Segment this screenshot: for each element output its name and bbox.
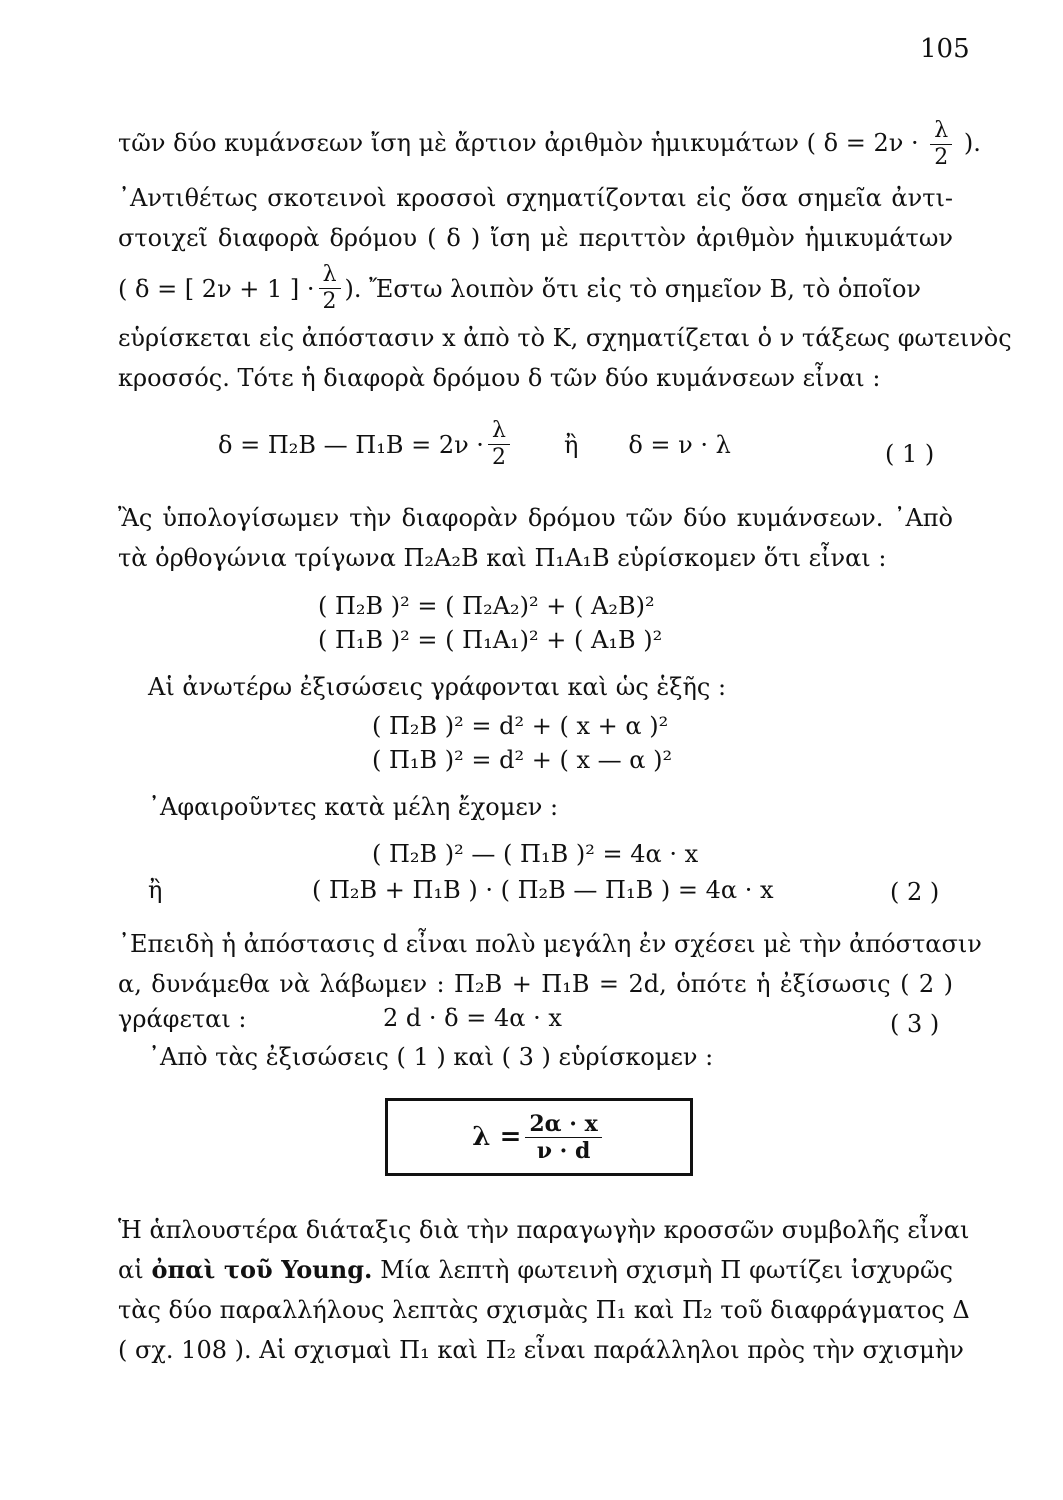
para8-line2-end: Μία λεπτὴ φωτεινὴ σχισμὴ Π φωτίζει ἰσχυρῶς bbox=[380, 1256, 953, 1284]
boxed-fraction bbox=[525, 1111, 601, 1164]
eq1-left: δ = Π₂Β — Π₁Β = 2ν · bbox=[218, 430, 484, 459]
para3-line2: τὰ ὀρθογώνια τρίγωνα Π₂Α₂Β καὶ Π₁Α₁Β εὑρίσκομεν ὅτι εἶναι : bbox=[118, 544, 887, 572]
para6-line3-label: γράφεται : bbox=[118, 1005, 247, 1033]
equation-1 bbox=[218, 418, 731, 471]
fraction-denominator: 2 bbox=[491, 445, 506, 470]
para2-line5: κροσσός. Τότε ἡ διαφορὰ δρόμου δ τῶν δύο κυμάνσεων εἶναι : bbox=[118, 364, 881, 392]
eq1-or: ἢ bbox=[563, 430, 579, 459]
eq1-right: δ = ν · λ bbox=[628, 430, 731, 459]
para4: Αἱ ἀνωτέρω ἐξισώσεις γράφονται καὶ ὡς ἑξῆς : bbox=[148, 673, 727, 701]
equation-2-number: ( 2 ) bbox=[890, 878, 940, 906]
fraction-lambda-over-2 bbox=[319, 262, 341, 315]
para7: ᾿Απὸ τὰς ἐξισώσεις ( 1 ) καὶ ( 3 ) εὑρίσκομεν : bbox=[148, 1043, 714, 1071]
para8-line3: τὰς δύο παραλλήλους λεπτὰς σχισμὰς Π₁ καὶ Π₂ τοῦ διαφράγματος Δ bbox=[118, 1296, 970, 1324]
para5: ᾿Αφαιροῦντες κατὰ μέλη ἔχομεν : bbox=[148, 793, 559, 821]
para1-end: ). bbox=[963, 129, 981, 157]
equation-1-number: ( 1 ) bbox=[885, 440, 935, 468]
boxed-numerator: 2α · x bbox=[525, 1111, 601, 1138]
para8-line2-start: αἱ bbox=[118, 1256, 144, 1284]
paragraph-6 bbox=[118, 924, 982, 1004]
paragraph-8 bbox=[118, 1210, 970, 1370]
page-number: 105 bbox=[920, 34, 970, 64]
paragraph-3 bbox=[118, 498, 953, 578]
equation-3-line1: ( Π₂Β )² = d² + ( x + α )² bbox=[372, 712, 669, 740]
equation-4-line1: ( Π₂Β )² — ( Π₁Β )² = 4α · x bbox=[372, 840, 699, 868]
para8-young-holes: ὀπαὶ τοῦ Young. bbox=[151, 1255, 373, 1284]
fraction-numerator: λ bbox=[930, 118, 952, 145]
para2-line3 bbox=[118, 262, 953, 315]
equation-2-line2: ( Π₁Β )² = ( Π₁Α₁)² + ( Α₁Β )² bbox=[318, 626, 663, 654]
boxed-formula bbox=[385, 1098, 693, 1176]
para6-line2: α, δυνάμεθα νὰ λάβωμεν : Π₂Β + Π₁Β = 2d, ὁπότε ἡ ἐξίσωσις ( 2 ) bbox=[118, 970, 953, 998]
fraction-denominator: 2 bbox=[934, 145, 949, 170]
para2-line2: στοιχεῖ διαφορὰ δρόμου ( δ ) ἴση μὲ περιττὸν ἀριθμὸν ἡμικυμάτων bbox=[118, 224, 953, 252]
fraction-lambda-over-2 bbox=[930, 118, 952, 171]
para1-text: τῶν δύο κυμάνσεων ἴση μὲ ἄρτιον ἀριθμὸν ἡμικυμάτων ( δ = 2ν · bbox=[118, 129, 919, 157]
equation-3: 2 d · δ = 4α · x bbox=[383, 1004, 562, 1032]
paragraph-2 bbox=[118, 178, 953, 258]
para2-line1: ᾿Αντιθέτως σκοτεινοὶ κροσσοὶ σχηματίζονται εἰς ὅσα σημεῖα ἀντι- bbox=[118, 184, 953, 212]
para8-line4: ( σχ. 108 ). Αἱ σχισμαὶ Π₁ καὶ Π₂ εἶναι παράλληλοι πρὸς τὴν σχισμὴν bbox=[118, 1336, 964, 1364]
boxed-denominator: ν · d bbox=[536, 1137, 591, 1164]
equation-3-line2: ( Π₁Β )² = d² + ( x — α )² bbox=[372, 746, 673, 774]
para2-line4: εὑρίσκεται εἰς ἀπόστασιν x ἀπὸ τὸ Κ, σχηματίζεται ὁ ν τάξεως φωτεινὸς bbox=[118, 324, 1012, 352]
para3-line1: Ἂς ὑπολογίσωμεν τὴν διαφορὰν δρόμου τῶν δύο κυμάνσεων. ᾿Απὸ bbox=[118, 504, 953, 532]
fraction-lambda-over-2 bbox=[488, 418, 510, 471]
paragraph-2-cont bbox=[118, 318, 1012, 398]
para8-line1: Ἡ ἁπλουστέρα διάταξις διὰ τὴν παραγωγὴν κροσσῶν συμβολῆς εἶναι bbox=[118, 1216, 970, 1244]
boxed-lhs: λ = bbox=[472, 1122, 522, 1152]
equation-4-line2: ( Π₂Β + Π₁Β ) · ( Π₂Β — Π₁Β ) = 4α · x bbox=[312, 876, 774, 904]
equation-2-line1: ( Π₂Β )² = ( Π₂Α₂)² + ( Α₂Β)² bbox=[318, 592, 655, 620]
fraction-numerator: λ bbox=[488, 418, 510, 445]
fraction-numerator: λ bbox=[319, 262, 341, 289]
para6-line1: ᾿Επειδὴ ἡ ἀπόστασις d εἶναι πολὺ μεγάλη ἐν σχέσει μὲ τὴν ἀπόστασιν bbox=[118, 930, 982, 958]
equation-3-number: ( 3 ) bbox=[890, 1010, 940, 1038]
para2-line3-start: ( δ = [ 2ν + 1 ] · bbox=[118, 274, 315, 303]
equation-4-or: ἢ bbox=[148, 876, 163, 904]
para1-line1 bbox=[118, 118, 981, 171]
para8-line2 bbox=[118, 1250, 953, 1290]
fraction-denominator: 2 bbox=[322, 289, 337, 314]
para2-line3-end: ). Ἔστω λοιπὸν ὅτι εἰς τὸ σημεῖον Β, τὸ ὁποῖον bbox=[344, 274, 922, 303]
